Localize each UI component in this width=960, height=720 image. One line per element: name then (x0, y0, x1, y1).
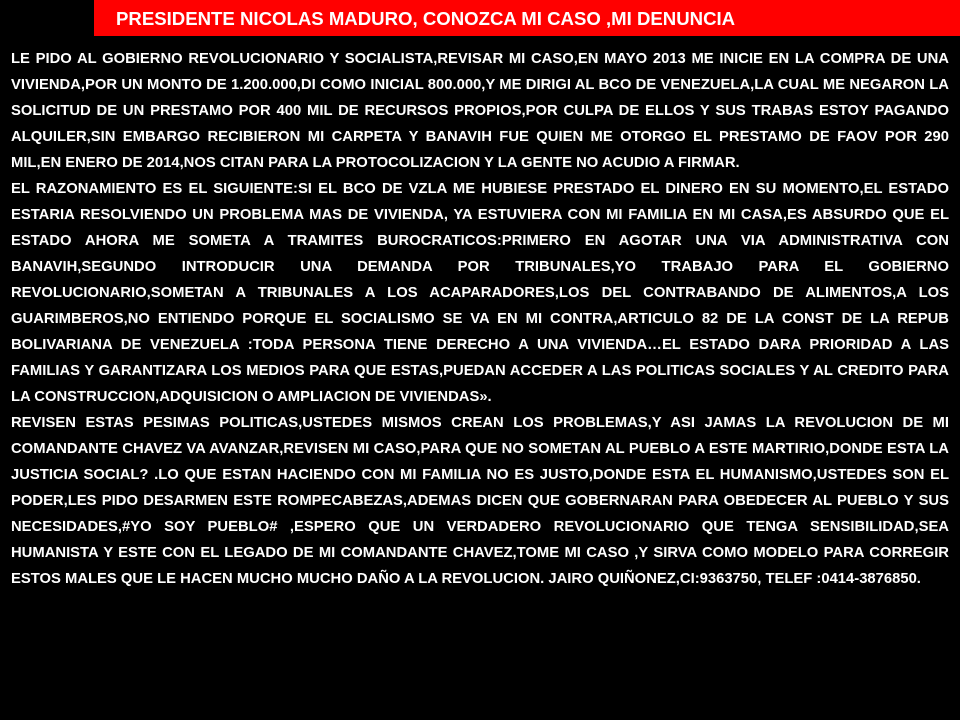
slide-title: PRESIDENTE NICOLAS MADURO, CONOZCA MI CASO ,MI DENUNCIA (116, 8, 736, 29)
paragraph-request: LE PIDO AL GOBIERNO REVOLUCIONARIO Y SOCIALISTA,REVISAR MI CASO,EN MAYO 2013 ME INICIE EN LA COMPRA DE UNA VIVIENDA,POR UN MONTO DE 1.200.000,DI COMO INICIAL 800.000,Y ME DIRIGI AL BCO DE VENEZUELA,LA CUAL ME NEGARON LA SOLICITUD DE UN PRESTAMO POR 400 MIL DE RECURSOS PROPIOS,POR CULPA DE ELLOS Y SUS TRABAS ESTOY PAGANDO ALQUILER,SIN EMBARGO RECIBIERON MI CARPETA Y BANAVIH FUE QUIEN ME OTORGO EL PRESTAMO DE FAOV POR 290 MIL,EN ENERO DE 2014,NOS CITAN PARA LA PROTOCOLIZACION Y LA GENTE NO ACUDIO A FIRMAR. (11, 51, 949, 171)
title-banner (94, 0, 960, 36)
letter-body (11, 46, 949, 592)
paragraph-reasoning: EL RAZONAMIENTO ES EL SIGUIENTE:SI EL BCO DE VZLA ME HUBIESE PRESTADO EL DINERO EN SU MOMENTO,EL ESTADO ESTARIA RESOLVIENDO UN PROBLEMA MAS DE VIVIENDA, YA ESTUVIERA CON MI FAMILIA EN MI CASA,ES ABSURDO QUE EL ESTADO AHORA ME SOMETA A TRAMITES BUROCRATICOS:PRIMERO EN AGOTAR UNA VIA ADMINISTRATIVA CON BANAVIH,SEGUNDO INTRODUCIR UNA DEMANDA POR TRIBUNALES,YO TRABAJO PARA EL GOBIERNO REVOLUCIONARIO,SOMETAN A TRIBUNALES A LOS ACAPARADORES,LOS DEL CONTRABANDO DE ALIMENTOS,A LOS GUARIMBEROS,NO ENTIENDO PORQUE EL SOCIALISMO SE VA EN MI CONTRA,ARTICULO 82 DE LA CONST DE LA REPUB BOLIVARIANA DE VENEZUELA :TODA PERSONA TIENE DERECHO A UNA VIVIENDA…EL ESTADO DARA PRIORIDAD A LAS FAMILIAS Y GARANTIZARA LOS MEDIOS PARA QUE ESTAS,PUEDAN ACCEDER A LAS POLITICAS SOCIALES Y AL CREDITO PARA LA CONSTRUCCION,ADQUISICION O AMPLIACION DE VIVIENDAS». (11, 181, 949, 405)
paragraph-appeal: REVISEN ESTAS PESIMAS POLITICAS,USTEDES MISMOS CREAN LOS PROBLEMAS,Y ASI JAMAS LA REVOLUCION DE MI COMANDANTE CHAVEZ VA AVANZAR,REVISEN MI CASO,PARA QUE NO SOMETAN AL PUEBLO A ESTE MARTIRIO,DONDE ESTA LA JUSTICIA SOCIAL? .LO QUE ESTAN HACIENDO CON MI FAMILIA NO ES JUSTO,DONDE ESTA EL HUMANISMO,USTEDES SON EL PODER,LES PIDO DESARMEN ESTE ROMPECABEZAS,ADEMAS DICEN QUE GOBERNARAN PARA OBEDECER AL PUEBLO Y SUS NECESIDADES,#YO SOY PUEBLO# ,ESPERO QUE UN VERDADERO REVOLUCIONARIO QUE TENGA SENSIBILIDAD,SEA HUMANISTA Y ESTE CON EL LEGADO DE MI COMANDANTE CHAVEZ,TOME MI CASO ,Y SIRVA COMO MODELO PARA CORREGIR ESTOS MALES QUE LE HACEN MUCHO MUCHO DAÑO A LA REVOLUCION. JAIRO QUIÑONEZ,CI:9363750, TELEF :0414-3876850. (11, 415, 949, 587)
